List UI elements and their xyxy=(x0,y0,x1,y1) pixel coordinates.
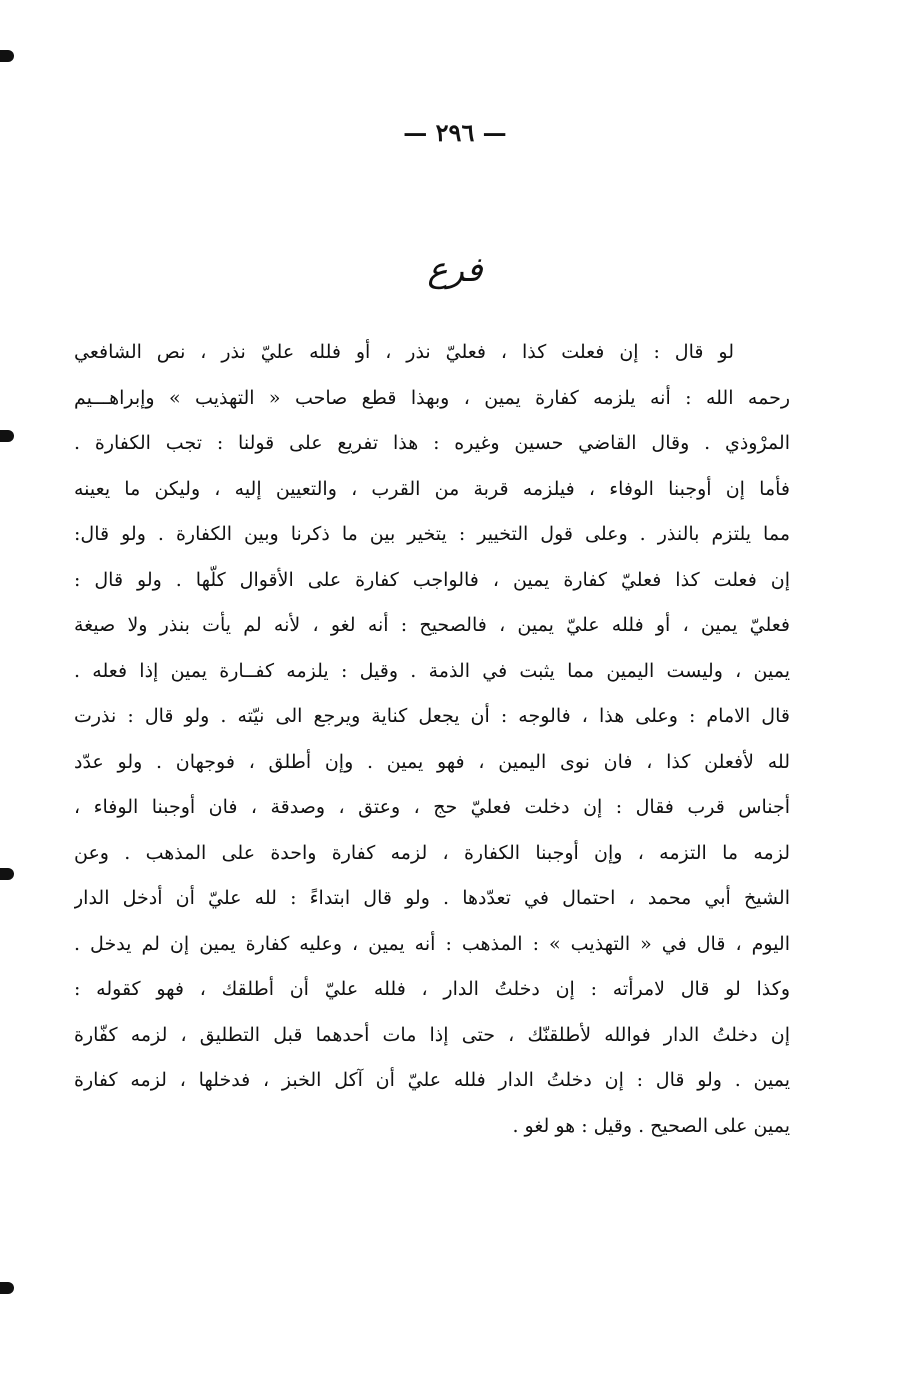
text-line: لو قال : إن فعلت كذا ، فعليّ نذر ، أو فلله عليّ نذر ، نص الشافعي xyxy=(74,341,734,363)
text-line: فأما إن أوجبنا الوفاء ، فيلزمه قربة من القرب ، والتعيين إليه ، وليكن ما يعينه xyxy=(74,477,790,500)
text-line: أجناس قرب فقال : إن دخلت فعليّ حج ، وعتق ، وصدقة ، فان أوجبنا الوفاء ، xyxy=(74,796,790,818)
text-line: قال الامام : وعلى هذا ، فالوجه : أن يجعل كناية ويرجع الى نيّته . ولو قال : نذرت xyxy=(74,705,790,727)
text-line: يمين على الصحيح . وقيل : هو لغو . xyxy=(512,1114,790,1137)
text-line: رحمه الله : أنه يلزمه كفارة يمين ، وبهذا قطع صاحب « التهذيب » وإبراهـــيم xyxy=(74,386,790,409)
margin-mark xyxy=(0,868,14,880)
text-line: لزمه ما التزمه ، وإن أوجبنا الكفارة ، لزمه كفارة واحدة على المذهب . وعن xyxy=(74,841,790,864)
text-line: يمين . ولو قال : إن دخلتُ الدار فلله عليّ أن آكل الخبز ، فدخلها ، لزمه كفارة xyxy=(74,1069,790,1091)
text-line: الشيخ أبي محمد ، احتمال في تعدّدها . ولو قال ابتداءً : لله عليّ أن أدخل الدار xyxy=(74,887,790,909)
page-number: — ٢٩٦ — xyxy=(403,118,507,147)
margin-mark xyxy=(0,50,14,62)
text-line: المرْوذي . وقال القاضي حسين وغيره : هذا تفريع على قولنا : تجب الكفارة . xyxy=(74,432,790,454)
text-line: اليوم ، قال في « التهذيب » : المذهب : أنه يمين ، وعليه كفارة يمين إن لم يدخل . xyxy=(74,932,790,955)
text-line: إن دخلتُ الدار فوالله لأطلقنّك ، حتى إذا مات أحدهما قبل التطليق ، لزمه كفّارة xyxy=(74,1023,790,1046)
text-line: إن فعلت كذا فعليّ كفارة يمين ، فالواجب كفارة على الأقوال كلّها . ولو قال : xyxy=(74,568,790,591)
body-paragraph xyxy=(74,330,790,1149)
text-line: فعليّ يمين ، أو فلله عليّ يمين ، فالصحيح : أنه لغو ، لأنه لم يأت بنذر ولا صيغة xyxy=(74,614,790,636)
text-line: وكذا لو قال لامرأته : إن دخلتُ الدار ، فلله عليّ أن أطلقك ، فهو كقوله : xyxy=(74,978,790,1000)
text-line: لله لأفعلن كذا ، فان نوى اليمين ، فهو يمين . وإن أطلق ، فوجهان . ولو عدّد xyxy=(74,750,790,773)
section-heading: فرع xyxy=(427,250,483,290)
text-line: مما يلتزم بالنذر . وعلى قول التخيير : يتخير بين ما ذكرنا وبين الكفارة . ولو قال: xyxy=(74,523,790,545)
text-line: يمين ، وليست اليمين مما يثبت في الذمة . وقيل : يلزمه كفــارة يمين إذا فعله . xyxy=(74,659,790,682)
margin-mark xyxy=(0,1282,14,1294)
margin-mark xyxy=(0,430,14,442)
